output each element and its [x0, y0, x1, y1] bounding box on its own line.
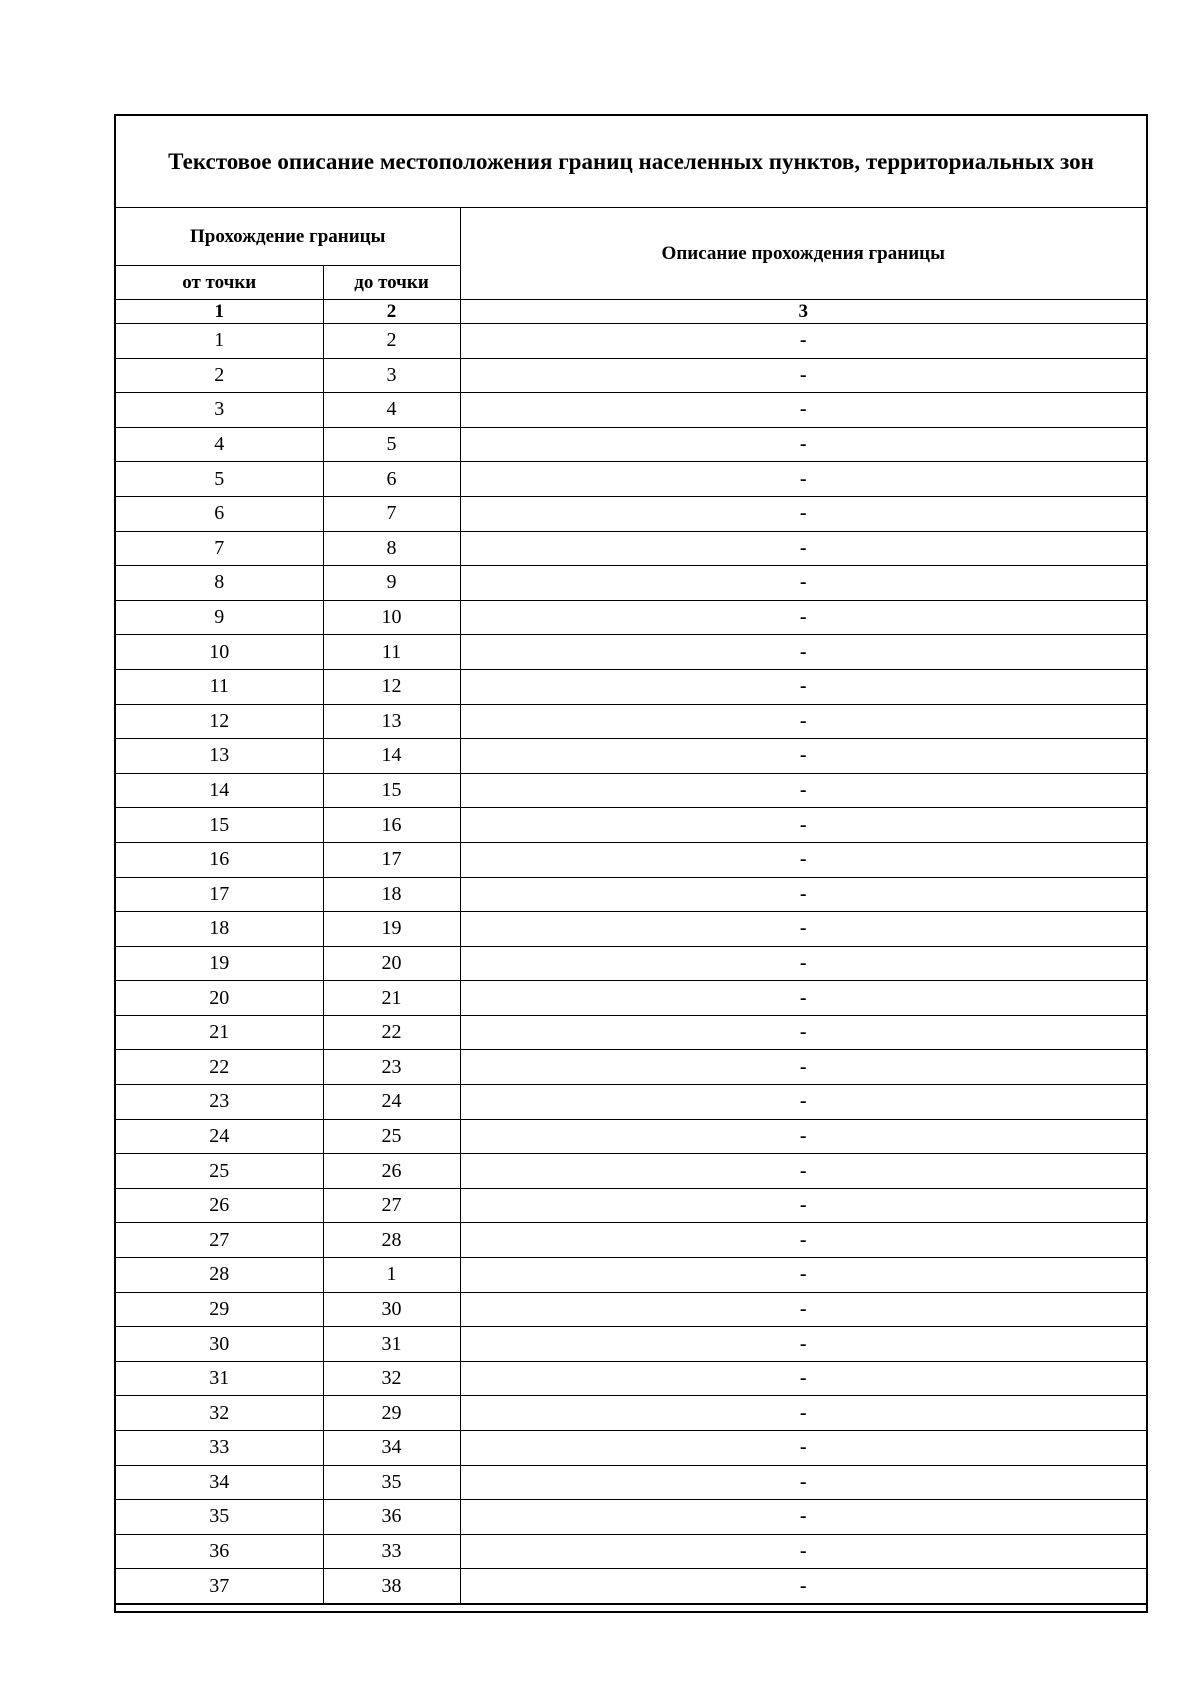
table-row [116, 1050, 1146, 1085]
description-cell: - [460, 600, 1146, 635]
table-row [116, 635, 1146, 670]
table-row [116, 877, 1146, 912]
table-row [116, 1015, 1146, 1050]
from-point-cell: 14 [116, 773, 323, 808]
description-cell: - [460, 1188, 1146, 1223]
from-point-cell: 35 [116, 1500, 323, 1535]
boundary-table [116, 116, 1146, 1604]
table-row [116, 912, 1146, 947]
to-point-cell: 1 [323, 1258, 460, 1293]
to-point-cell: 10 [323, 600, 460, 635]
description-cell: - [460, 1119, 1146, 1154]
table-row [116, 566, 1146, 601]
description-cell: - [460, 1015, 1146, 1050]
to-point-cell: 38 [323, 1569, 460, 1604]
from-point-cell: 11 [116, 669, 323, 704]
table-row [116, 324, 1146, 359]
to-point-cell: 25 [323, 1119, 460, 1154]
from-point-cell: 12 [116, 704, 323, 739]
description-cell: - [460, 1292, 1146, 1327]
from-point-cell: 21 [116, 1015, 323, 1050]
to-point-cell: 29 [323, 1396, 460, 1431]
description-cell: - [460, 1154, 1146, 1189]
table-row [116, 1223, 1146, 1258]
title-row [116, 116, 1146, 208]
from-point-cell: 3 [116, 393, 323, 428]
table-row [116, 1292, 1146, 1327]
to-point-cell: 28 [323, 1223, 460, 1258]
table-row [116, 496, 1146, 531]
table-row [116, 1465, 1146, 1500]
to-point-cell: 17 [323, 842, 460, 877]
to-point-cell: 9 [323, 566, 460, 601]
description-cell: - [460, 912, 1146, 947]
to-point-cell: 32 [323, 1361, 460, 1396]
description-cell: - [460, 1534, 1146, 1569]
table-row [116, 704, 1146, 739]
description-cell: - [460, 669, 1146, 704]
to-point-cell: 6 [323, 462, 460, 497]
from-point-cell: 34 [116, 1465, 323, 1500]
to-point-cell: 22 [323, 1015, 460, 1050]
table-row [116, 739, 1146, 774]
header-to-point: до точки [323, 266, 460, 300]
to-point-cell: 31 [323, 1327, 460, 1362]
from-point-cell: 8 [116, 566, 323, 601]
table-row [116, 1534, 1146, 1569]
to-point-cell: 36 [323, 1500, 460, 1535]
from-point-cell: 37 [116, 1569, 323, 1604]
description-cell: - [460, 946, 1146, 981]
description-cell: - [460, 358, 1146, 393]
from-point-cell: 20 [116, 981, 323, 1016]
from-point-cell: 17 [116, 877, 323, 912]
from-point-cell: 25 [116, 1154, 323, 1189]
from-point-cell: 33 [116, 1431, 323, 1466]
description-cell: - [460, 808, 1146, 843]
to-point-cell: 34 [323, 1431, 460, 1466]
from-point-cell: 5 [116, 462, 323, 497]
header-from-point: от точки [116, 266, 323, 300]
to-point-cell: 4 [323, 393, 460, 428]
to-point-cell: 18 [323, 877, 460, 912]
description-cell: - [460, 1327, 1146, 1362]
to-point-cell: 26 [323, 1154, 460, 1189]
table-row [116, 1431, 1146, 1466]
description-cell: - [460, 1569, 1146, 1604]
column-number-3: 3 [460, 300, 1146, 324]
description-cell: - [460, 877, 1146, 912]
to-point-cell: 30 [323, 1292, 460, 1327]
table-row [116, 669, 1146, 704]
description-cell: - [460, 739, 1146, 774]
description-cell: - [460, 704, 1146, 739]
from-point-cell: 32 [116, 1396, 323, 1431]
from-point-cell: 1 [116, 324, 323, 359]
to-point-cell: 33 [323, 1534, 460, 1569]
table-row [116, 1361, 1146, 1396]
table-row [116, 1396, 1146, 1431]
to-point-cell: 20 [323, 946, 460, 981]
from-point-cell: 28 [116, 1258, 323, 1293]
from-point-cell: 19 [116, 946, 323, 981]
to-point-cell: 15 [323, 773, 460, 808]
header-boundary-passage: Прохождение границы [116, 208, 460, 266]
description-cell: - [460, 566, 1146, 601]
from-point-cell: 7 [116, 531, 323, 566]
table-body [116, 324, 1146, 1604]
from-point-cell: 2 [116, 358, 323, 393]
from-point-cell: 26 [116, 1188, 323, 1223]
to-point-cell: 35 [323, 1465, 460, 1500]
description-cell: - [460, 1431, 1146, 1466]
to-point-cell: 13 [323, 704, 460, 739]
to-point-cell: 21 [323, 981, 460, 1016]
description-cell: - [460, 462, 1146, 497]
from-point-cell: 29 [116, 1292, 323, 1327]
to-point-cell: 16 [323, 808, 460, 843]
table-row [116, 1085, 1146, 1120]
table-row [116, 462, 1146, 497]
to-point-cell: 3 [323, 358, 460, 393]
from-point-cell: 4 [116, 427, 323, 462]
from-point-cell: 6 [116, 496, 323, 531]
table-row [116, 427, 1146, 462]
column-number-2: 2 [323, 300, 460, 324]
table-row [116, 393, 1146, 428]
to-point-cell: 27 [323, 1188, 460, 1223]
header-description: Описание прохождения границы [460, 208, 1146, 300]
table-row [116, 1119, 1146, 1154]
description-cell: - [460, 635, 1146, 670]
table-row [116, 981, 1146, 1016]
description-cell: - [460, 773, 1146, 808]
to-point-cell: 12 [323, 669, 460, 704]
to-point-cell: 14 [323, 739, 460, 774]
from-point-cell: 16 [116, 842, 323, 877]
column-number-1: 1 [116, 300, 323, 324]
description-cell: - [460, 1258, 1146, 1293]
document-title: Текстовое описание местоположения границ населенных пунктов, территориальных зон [116, 116, 1146, 208]
to-point-cell: 24 [323, 1085, 460, 1120]
table-row [116, 531, 1146, 566]
table-row [116, 358, 1146, 393]
to-point-cell: 8 [323, 531, 460, 566]
table-row [116, 1154, 1146, 1189]
to-point-cell: 23 [323, 1050, 460, 1085]
from-point-cell: 23 [116, 1085, 323, 1120]
table-row [116, 600, 1146, 635]
to-point-cell: 19 [323, 912, 460, 947]
description-cell: - [460, 1500, 1146, 1535]
table-row [116, 1258, 1146, 1293]
description-cell: - [460, 1223, 1146, 1258]
table-row [116, 1188, 1146, 1223]
description-cell: - [460, 496, 1146, 531]
table-row [116, 946, 1146, 981]
from-point-cell: 15 [116, 808, 323, 843]
to-point-cell: 11 [323, 635, 460, 670]
description-cell: - [460, 1050, 1146, 1085]
description-cell: - [460, 531, 1146, 566]
to-point-cell: 7 [323, 496, 460, 531]
description-cell: - [460, 981, 1146, 1016]
table-row [116, 808, 1146, 843]
table-row [116, 1327, 1146, 1362]
from-point-cell: 27 [116, 1223, 323, 1258]
table-row [116, 1569, 1146, 1604]
description-cell: - [460, 393, 1146, 428]
description-cell: - [460, 1085, 1146, 1120]
table-bottom-border [116, 1604, 1146, 1611]
description-cell: - [460, 1396, 1146, 1431]
table-row [116, 773, 1146, 808]
description-cell: - [460, 324, 1146, 359]
description-cell: - [460, 842, 1146, 877]
description-cell: - [460, 1361, 1146, 1396]
column-number-row [116, 300, 1146, 324]
from-point-cell: 10 [116, 635, 323, 670]
table-row [116, 1500, 1146, 1535]
from-point-cell: 31 [116, 1361, 323, 1396]
to-point-cell: 2 [323, 324, 460, 359]
from-point-cell: 30 [116, 1327, 323, 1362]
from-point-cell: 18 [116, 912, 323, 947]
to-point-cell: 5 [323, 427, 460, 462]
description-cell: - [460, 427, 1146, 462]
from-point-cell: 9 [116, 600, 323, 635]
from-point-cell: 13 [116, 739, 323, 774]
table-row [116, 842, 1146, 877]
from-point-cell: 22 [116, 1050, 323, 1085]
from-point-cell: 24 [116, 1119, 323, 1154]
header-row-1 [116, 208, 1146, 266]
description-cell: - [460, 1465, 1146, 1500]
boundary-description-document [114, 114, 1148, 1613]
from-point-cell: 36 [116, 1534, 323, 1569]
